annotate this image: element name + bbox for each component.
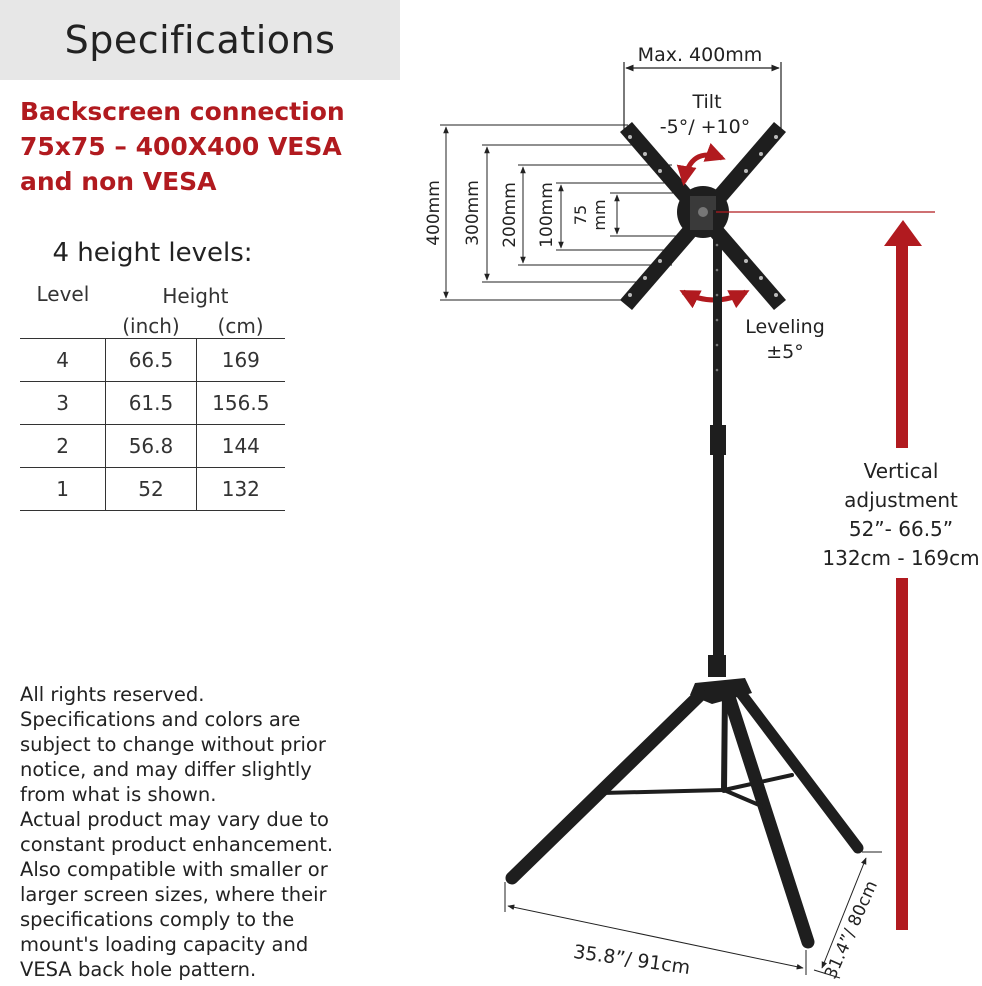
inch-cell: 56.8 bbox=[106, 425, 196, 468]
stand-pole bbox=[690, 210, 752, 704]
col-height-header: Height bbox=[162, 284, 229, 308]
dim-200-label: 200mm bbox=[500, 182, 520, 248]
tilt-arrow-icon bbox=[684, 155, 722, 182]
vertical-adjustment-line: Vertical bbox=[863, 459, 939, 483]
leveling-value: ±5° bbox=[766, 341, 804, 363]
base-dimension-lines bbox=[505, 852, 882, 978]
vesa-plate bbox=[620, 122, 786, 310]
inch-cell: 66.5 bbox=[106, 339, 196, 382]
vertical-adjustment-line: 52”- 66.5” bbox=[848, 517, 954, 541]
vesa-line: Backscreen connection bbox=[20, 97, 345, 126]
max-width-label: Max. 400mm bbox=[637, 44, 763, 66]
height-levels-heading: 4 height levels: bbox=[52, 238, 253, 268]
cm-cell: 132 bbox=[196, 468, 285, 511]
cm-cell: 156.5 bbox=[196, 382, 285, 425]
disclaimer-line: larger screen sizes, where their bbox=[20, 883, 327, 906]
tilt-value: -5°/ +10° bbox=[659, 116, 751, 138]
level-cell: 4 bbox=[20, 339, 106, 382]
dim-75-label: 75 bbox=[571, 204, 590, 226]
col-cm-header: (cm) bbox=[217, 314, 264, 338]
inch-cell: 52 bbox=[106, 468, 196, 511]
disclaimer-line: from what is shown. bbox=[20, 783, 217, 806]
tilt-label: Tilt bbox=[692, 91, 722, 113]
vertical-adjustment-line: adjustment bbox=[844, 488, 958, 512]
col-level-header: Level bbox=[36, 282, 90, 306]
disclaimer-line: Also compatible with smaller or bbox=[20, 858, 328, 881]
disclaimer-line: mount's loading capacity and bbox=[20, 933, 309, 956]
disclaimer-line: notice, and may differ slightly bbox=[20, 758, 312, 781]
page-title: Specifications bbox=[64, 18, 336, 62]
base-depth-label: 31.4”/ 80cm bbox=[820, 877, 882, 983]
dim-300-label: 300mm bbox=[463, 180, 483, 246]
disclaimer-line: All rights reserved. bbox=[20, 683, 205, 706]
disclaimer-line: specifications comply to the bbox=[20, 908, 295, 931]
cm-cell: 169 bbox=[196, 339, 285, 382]
disclaimer-line: subject to change without prior bbox=[20, 733, 326, 756]
cm-cell: 144 bbox=[196, 425, 285, 468]
col-inch-header: (inch) bbox=[122, 314, 180, 338]
vertical-adjustment-line: 132cm - 169cm bbox=[822, 546, 980, 570]
dim-100-label: 100mm bbox=[537, 182, 557, 248]
dim-400-label: 400mm bbox=[424, 180, 444, 246]
vesa-line: and non VESA bbox=[20, 167, 217, 196]
inch-cell: 61.5 bbox=[106, 382, 196, 425]
level-cell: 3 bbox=[20, 382, 106, 425]
disclaimer-line: Actual product may vary due to bbox=[20, 808, 329, 831]
disclaimer-line: VESA back hole pattern. bbox=[20, 958, 257, 981]
tripod-legs bbox=[512, 690, 858, 942]
disclaimer-line: constant product enhancement. bbox=[20, 833, 334, 856]
level-cell: 1 bbox=[20, 468, 106, 511]
disclaimer-line: Specifications and colors are bbox=[20, 708, 301, 731]
leveling-label: Leveling bbox=[745, 316, 825, 338]
base-width-label: 35.8”/ 91cm bbox=[571, 940, 692, 980]
level-cell: 2 bbox=[20, 425, 106, 468]
dim-75-unit: mm bbox=[590, 199, 609, 231]
vesa-line: 75x75 – 400X400 VESA bbox=[20, 132, 342, 161]
